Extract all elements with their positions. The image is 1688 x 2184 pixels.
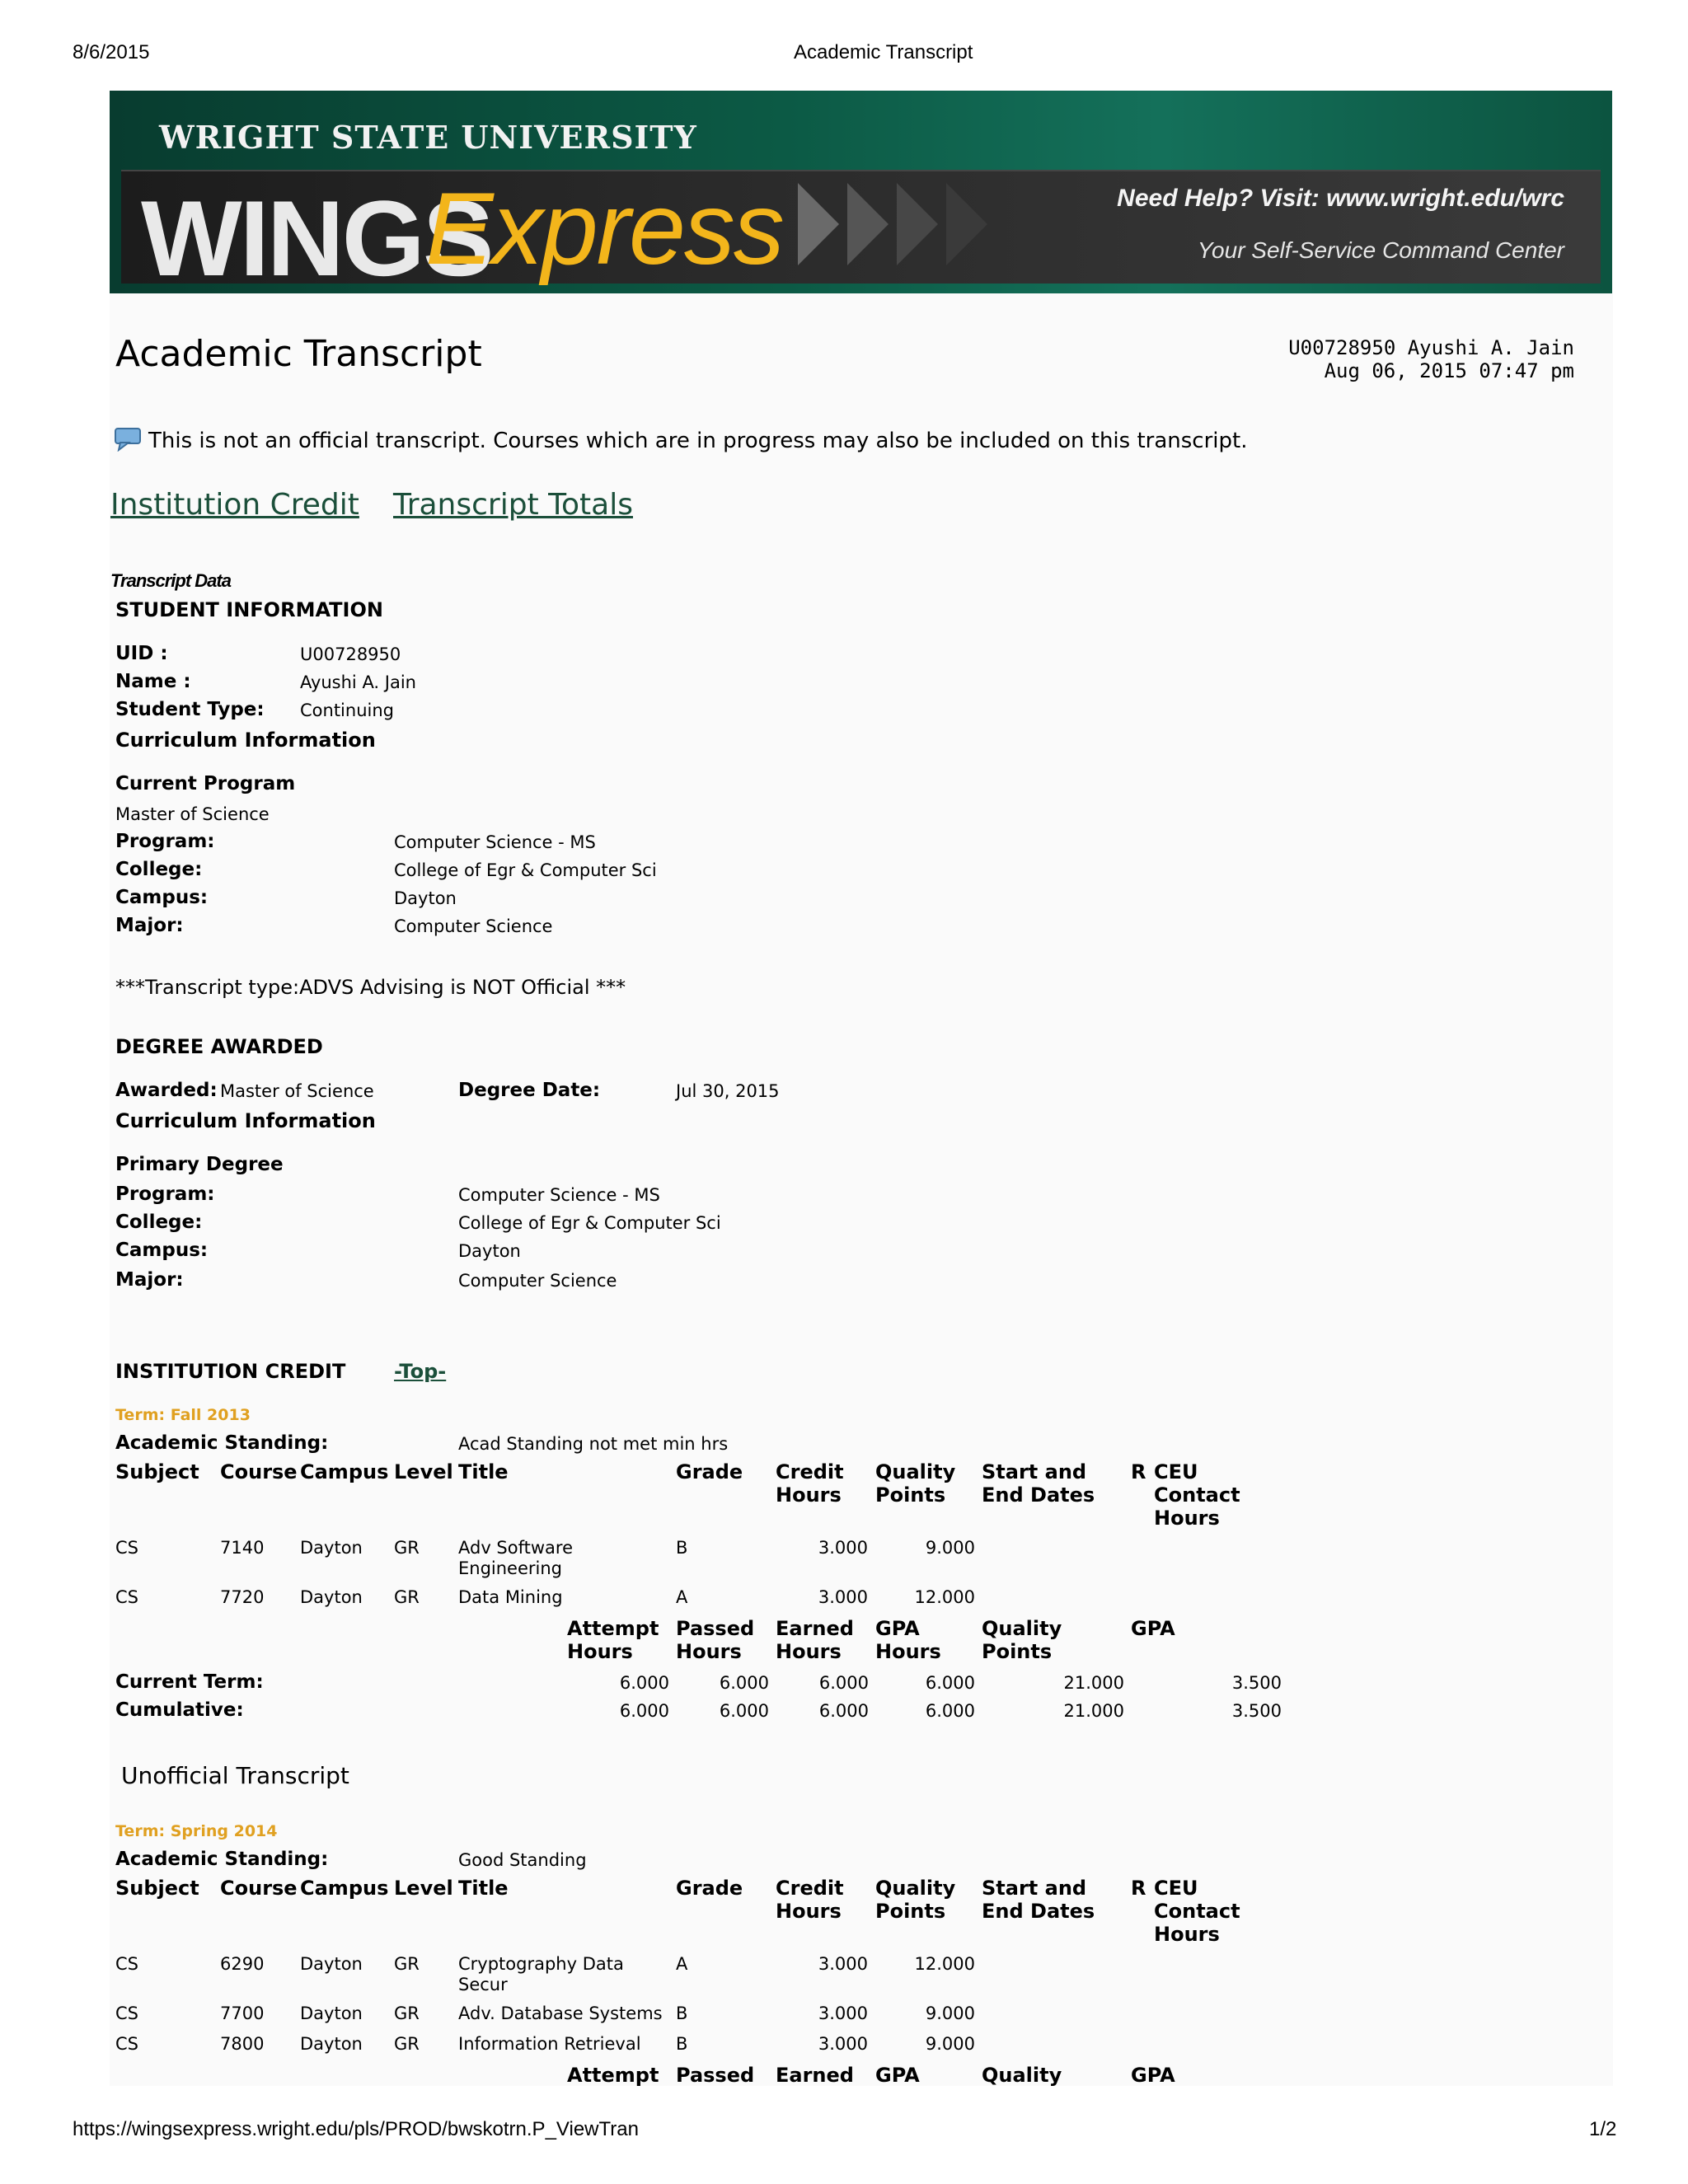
- col-course: Course: [220, 1460, 298, 1483]
- degree-college-value: College of Egr & Computer Sci: [458, 1213, 721, 1233]
- curriculum-heading: Curriculum Information: [115, 729, 376, 752]
- page-number: 1/2: [1589, 2118, 1617, 2140]
- cumulative-gpa-hours: 6.000: [925, 1701, 975, 1721]
- degree-college-label: College:: [115, 1212, 203, 1233]
- col-title: Title: [458, 1877, 509, 1900]
- cell-grade: B: [676, 2004, 688, 2023]
- cell-level: GR: [394, 2034, 420, 2054]
- standing-label: Academic Standing:: [115, 1432, 329, 1454]
- cell-credit-hours: 3.000: [818, 2034, 868, 2054]
- cumulative-attempt: 6.000: [619, 1701, 669, 1721]
- col-attempt-hours: Attempt Hours: [567, 1617, 659, 1663]
- cell-campus: Dayton: [300, 1538, 363, 1558]
- cell-grade: B: [676, 1538, 688, 1558]
- current-gpa-hours: 6.000: [925, 1673, 975, 1693]
- cell-subject: CS: [115, 1587, 138, 1607]
- cell-title: Adv. Database Systems: [458, 2004, 663, 2023]
- name-value: Ayushi A. Jain: [300, 673, 416, 692]
- logo-wings: WINGS: [141, 178, 492, 293]
- cell-title: Information Retrieval: [458, 2034, 641, 2054]
- standing-value: Good Standing: [458, 1850, 587, 1870]
- program-label: Program:: [115, 831, 215, 852]
- col-subject: Subject: [115, 1877, 199, 1900]
- cell-course: 7800: [220, 2034, 265, 2054]
- standing-label: Academic Standing:: [115, 1849, 329, 1870]
- cumulative-passed: 6.000: [719, 1701, 769, 1721]
- degree-major-value: Computer Science: [458, 1271, 617, 1291]
- cumulative-label: Cumulative:: [115, 1699, 244, 1721]
- col-grade: Grade: [676, 1460, 743, 1483]
- degree-curriculum-heading: Curriculum Information: [115, 1109, 376, 1132]
- name-label: Name :: [115, 671, 191, 692]
- cell-subject: CS: [115, 1954, 138, 1974]
- cumulative-earned: 6.000: [818, 1701, 869, 1721]
- current-program-value: Master of Science: [115, 804, 270, 824]
- cell-grade: A: [676, 1587, 688, 1607]
- awarded-value: Master of Science: [220, 1081, 374, 1101]
- major-label: Major:: [115, 915, 184, 936]
- cell-campus: Dayton: [300, 2004, 363, 2023]
- primary-degree-heading: Primary Degree: [115, 1154, 284, 1175]
- student-info-heading: STUDENT INFORMATION: [115, 598, 383, 621]
- col-r: R: [1131, 1877, 1146, 1900]
- cumulative-gpa: 3.500: [1231, 1701, 1282, 1721]
- cell-quality-points: 9.000: [925, 2034, 975, 2054]
- uid-label: UID :: [115, 643, 168, 664]
- transcript-type-note: ***Transcript type:ADVS Advising is NOT Official ***: [115, 976, 626, 999]
- cell-grade: B: [676, 2034, 688, 2054]
- major-value: Computer Science: [394, 916, 553, 936]
- top-link[interactable]: -Top-: [394, 1360, 447, 1383]
- col-quality-points: Quality Points: [982, 1617, 1062, 1663]
- col-ceu-contact-hours: CEU Contact Hours: [1154, 1877, 1240, 1946]
- col-start-end-dates: Start and End Dates: [982, 1877, 1095, 1923]
- tagline-text: Your Self-Service Command Center: [1197, 237, 1564, 263]
- degree-date-label: Degree Date:: [458, 1080, 601, 1101]
- help-text: Need Help? Visit: www.wright.edu/wrc: [1117, 185, 1564, 212]
- col-level: Level: [394, 1877, 453, 1900]
- cell-credit-hours: 3.000: [818, 2004, 868, 2023]
- cell-course: 6290: [220, 1954, 265, 1974]
- col-quality-points: Quality Points: [875, 1877, 956, 1923]
- col-gpa-hours: GPA: [875, 2064, 920, 2087]
- cell-credit-hours: 3.000: [818, 1538, 868, 1558]
- institution-credit-heading: INSTITUTION CREDIT: [115, 1360, 346, 1383]
- term-heading: Term: Spring 2014: [115, 1822, 278, 1840]
- col-grade: Grade: [676, 1877, 743, 1900]
- col-ceu-contact-hours: CEU Contact Hours: [1154, 1460, 1240, 1530]
- awarded-label: Awarded:: [115, 1080, 218, 1101]
- col-passed-hours: Passed: [676, 2064, 755, 2087]
- standing-value: Acad Standing not met min hrs: [458, 1434, 729, 1454]
- program-value: Computer Science - MS: [394, 832, 596, 852]
- chevron-icon: [897, 183, 938, 265]
- chevron-icon: [798, 183, 839, 265]
- cell-level: GR: [394, 1954, 420, 1974]
- campus-label: Campus:: [115, 887, 209, 908]
- degree-campus-value: Dayton: [458, 1241, 521, 1261]
- col-subject: Subject: [115, 1460, 199, 1483]
- current-attempt: 6.000: [619, 1673, 669, 1693]
- col-credit-hours: Credit Hours: [776, 1460, 844, 1507]
- col-attempt-hours: Attempt: [567, 2064, 659, 2087]
- institution-credit-link[interactable]: Institution Credit: [110, 488, 359, 522]
- col-campus: Campus: [300, 1460, 389, 1483]
- college-label: College:: [115, 859, 203, 880]
- chevron-icon: [946, 183, 987, 265]
- chevron-icon: [847, 183, 889, 265]
- current-gpa: 3.500: [1231, 1673, 1282, 1693]
- cell-credit-hours: 3.000: [818, 1954, 868, 1974]
- page-title: Academic Transcript: [115, 333, 482, 375]
- degree-major-label: Major:: [115, 1269, 184, 1291]
- col-level: Level: [394, 1460, 453, 1483]
- report-datetime: Aug 06, 2015 07:47 pm: [1324, 359, 1574, 382]
- cell-campus: Dayton: [300, 1587, 363, 1607]
- degree-date-value: Jul 30, 2015: [676, 1081, 780, 1101]
- student-type-value: Continuing: [300, 701, 394, 720]
- cell-course: 7140: [220, 1538, 265, 1558]
- cell-credit-hours: 3.000: [818, 1587, 868, 1607]
- disclaimer-text: This is not an official transcript. Courses which are in progress may also be included on this transcript.: [148, 429, 1248, 453]
- col-campus: Campus: [300, 1877, 389, 1900]
- cell-subject: CS: [115, 1538, 138, 1558]
- cell-campus: Dayton: [300, 1954, 363, 1974]
- col-credit-hours: Credit Hours: [776, 1877, 844, 1923]
- cell-course: 7700: [220, 2004, 265, 2023]
- cell-quality-points: 12.000: [914, 1587, 975, 1607]
- col-start-end-dates: Start and End Dates: [982, 1460, 1095, 1507]
- degree-heading: DEGREE AWARDED: [115, 1035, 323, 1058]
- col-gpa: GPA: [1131, 1617, 1175, 1640]
- cell-quality-points: 9.000: [925, 1538, 975, 1558]
- cell-level: GR: [394, 2004, 420, 2023]
- col-r: R: [1131, 1460, 1146, 1483]
- col-title: Title: [458, 1460, 509, 1483]
- cell-level: GR: [394, 1587, 420, 1607]
- col-earned-hours: Earned Hours: [776, 1617, 854, 1663]
- info-bubble-icon: [114, 427, 142, 450]
- student-type-label: Student Type:: [115, 699, 265, 720]
- logo-express: Express: [425, 172, 783, 286]
- col-earned-hours: Earned: [776, 2064, 854, 2087]
- cell-campus: Dayton: [300, 2034, 363, 2054]
- degree-campus-label: Campus:: [115, 1240, 209, 1261]
- print-title: Academic Transcript: [794, 41, 973, 63]
- cell-title: Adv Software Engineering: [458, 1538, 574, 1578]
- user-info: [1288, 336, 1574, 382]
- col-course: Course: [220, 1877, 298, 1900]
- uid-value: U00728950: [300, 644, 401, 664]
- university-name: WRIGHT STATE UNIVERSITY: [159, 119, 697, 156]
- col-quality-points: Quality Points: [875, 1460, 956, 1507]
- col-quality-points: Quality: [982, 2064, 1062, 2087]
- unofficial-transcript-label: Unofficial Transcript: [121, 1762, 349, 1789]
- col-gpa: GPA: [1131, 2064, 1175, 2087]
- cell-grade: A: [676, 1954, 688, 1974]
- transcript-data-caption: Transcript Data: [110, 570, 231, 591]
- col-gpa-hours: GPA Hours: [875, 1617, 941, 1663]
- cell-level: GR: [394, 1538, 420, 1558]
- transcript-totals-link[interactable]: Transcript Totals: [393, 488, 633, 522]
- degree-program-value: Computer Science - MS: [458, 1185, 660, 1205]
- current-term-label: Current Term:: [115, 1671, 264, 1693]
- col-passed-hours: Passed Hours: [676, 1617, 755, 1663]
- cell-subject: CS: [115, 2004, 138, 2023]
- campus-value: Dayton: [394, 888, 457, 908]
- current-passed: 6.000: [719, 1673, 769, 1693]
- college-value: College of Egr & Computer Sci: [394, 860, 657, 880]
- term-heading: Term: Fall 2013: [115, 1406, 251, 1424]
- wings-express-banner: [110, 91, 1612, 293]
- cell-title: Cryptography Data Secur: [458, 1954, 624, 1994]
- page-url: https://wingsexpress.wright.edu/pls/PROD/bwskotrn.P_ViewTran: [73, 2118, 639, 2140]
- cell-subject: CS: [115, 2034, 138, 2054]
- cumulative-quality-points: 21.000: [1063, 1701, 1124, 1721]
- user-id-name: U00728950 Ayushi A. Jain: [1288, 336, 1574, 359]
- cell-title: Data Mining: [458, 1587, 563, 1607]
- degree-program-label: Program:: [115, 1183, 215, 1205]
- print-date: 8/6/2015: [73, 41, 150, 63]
- cell-quality-points: 9.000: [925, 2004, 975, 2023]
- current-quality-points: 21.000: [1063, 1673, 1124, 1693]
- page-background: [110, 293, 1613, 2086]
- cell-course: 7720: [220, 1587, 265, 1607]
- current-program-heading: Current Program: [115, 773, 296, 794]
- cell-quality-points: 12.000: [914, 1954, 975, 1974]
- current-earned: 6.000: [818, 1673, 869, 1693]
